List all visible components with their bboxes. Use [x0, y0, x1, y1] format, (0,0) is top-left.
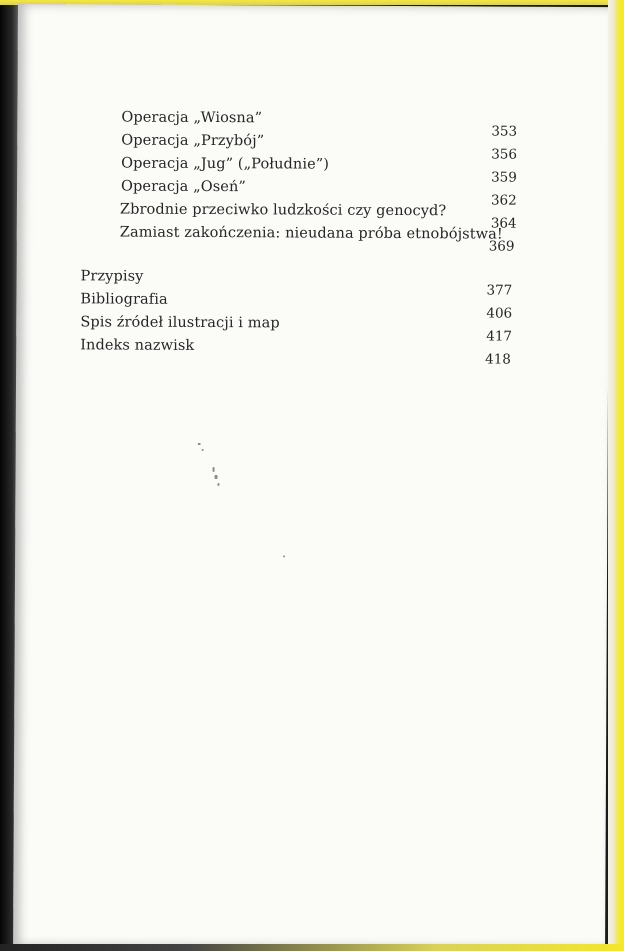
- paper-speck: [202, 449, 204, 451]
- toc-entry-page: 406: [486, 305, 513, 322]
- toc-entry-title: Operacja „Przybój”: [121, 132, 265, 150]
- toc-entry-page: 359: [491, 169, 517, 186]
- toc-entry-page: 362: [490, 192, 517, 209]
- toc-entry-title: Spis źródeł ilustracji i map: [80, 314, 280, 332]
- paper-speck: [213, 467, 215, 472]
- toc-entry-title: Operacja „Jug” („Południe”): [121, 155, 330, 173]
- paper-speck: [215, 475, 218, 479]
- toc-entry-page: 356: [491, 146, 518, 163]
- toc-entry-title: Indeks nazwisk: [80, 337, 195, 354]
- book-page: [13, 4, 610, 948]
- toc-entry-page: 364: [490, 215, 517, 232]
- paper-speck: [217, 483, 219, 486]
- toc-entry-title: Przypisy: [80, 268, 144, 285]
- toc-entry-page: 417: [486, 328, 513, 345]
- toc-entry-page: 369: [488, 238, 515, 255]
- toc-entry-title: Operacja „Oseń”: [121, 178, 246, 196]
- book-right-edge: [608, 0, 624, 951]
- toc-entry-page: 377: [486, 282, 513, 299]
- toc-entry-title: Operacja „Wiosna”: [121, 109, 263, 127]
- paper-speck: [198, 443, 201, 445]
- toc-entry-title: Zbrodnie przeciwko ludzkości czy genocyd?: [119, 201, 447, 220]
- toc-entry-page: 353: [491, 123, 518, 140]
- book-bottom-edge: [0, 944, 624, 951]
- toc-entry-title: Zamiast zakończenia: nieudana próba etnobójstwa!: [119, 224, 503, 243]
- paper-speck: [283, 555, 285, 557]
- toc-entry-title: Bibliografia: [80, 291, 168, 308]
- toc-entry-page: 418: [485, 351, 511, 368]
- table-of-contents: [16, 4, 610, 407]
